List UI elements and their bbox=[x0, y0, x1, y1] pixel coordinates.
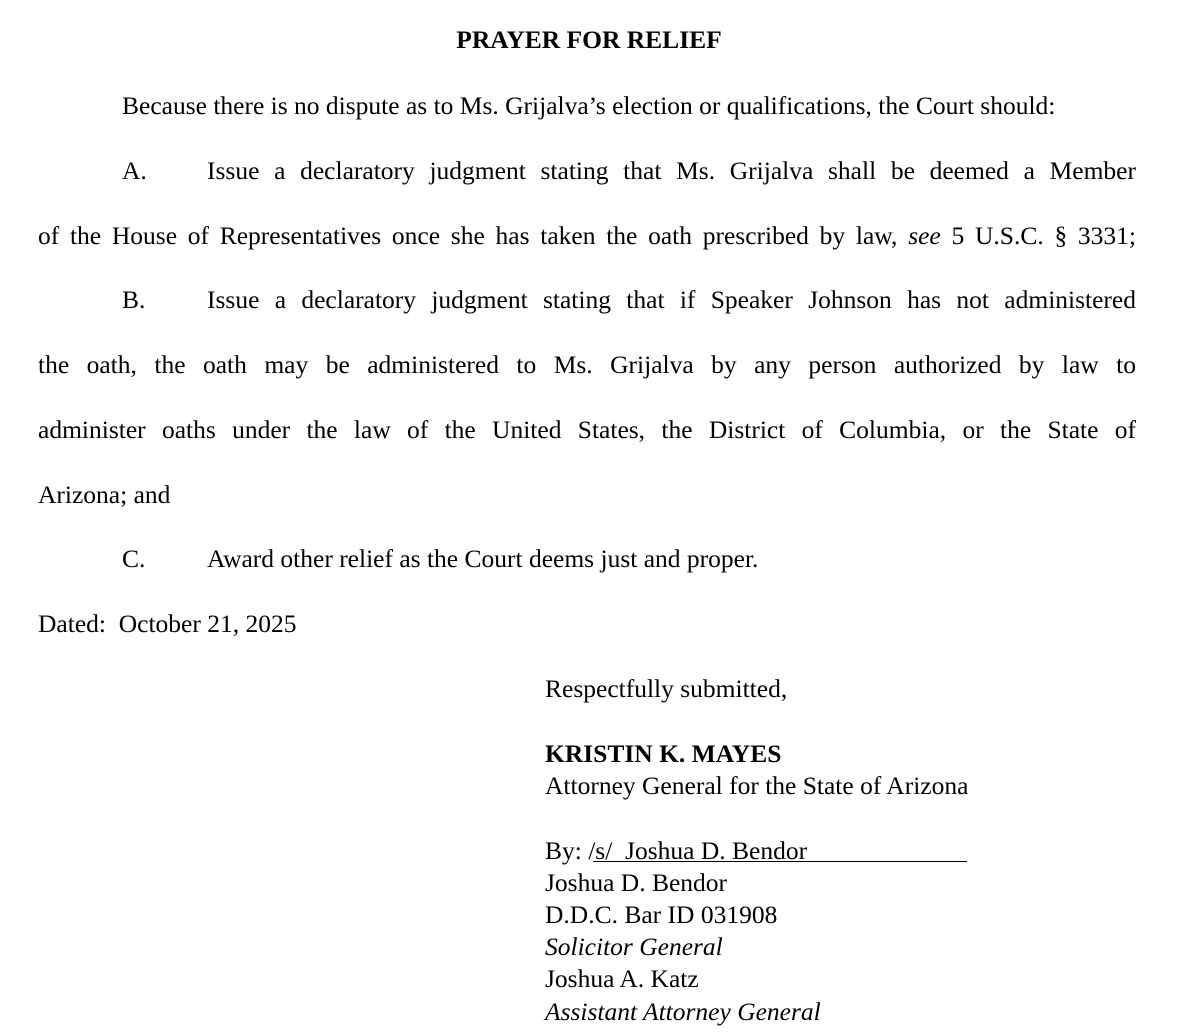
signer-1-name: Joshua D. Bendor bbox=[545, 868, 728, 897]
attorney-general-office: Attorney General for the State of Arizona bbox=[545, 771, 969, 800]
item-b-line-2: the oath, the oath may be administered to Ms. Grijalva by any person authorized by law to bbox=[38, 350, 1136, 379]
electronic-signature: /s/ Joshua D. Bendor bbox=[588, 836, 808, 865]
section-heading: PRAYER FOR RELIEF bbox=[456, 25, 722, 54]
see-signal: see bbox=[908, 221, 941, 250]
signer-1-bar-id: D.D.C. Bar ID 031908 bbox=[545, 900, 778, 929]
item-c-letter: C. bbox=[122, 544, 146, 573]
item-a-line-1: Issue a declaratory judgment stating that Ms. Grijalva shall be deemed a Member bbox=[207, 156, 1136, 185]
signer-1-title: Solicitor General bbox=[545, 932, 723, 961]
dated-line: Dated: October 21, 2025 bbox=[38, 609, 297, 638]
item-b-line-4: Arizona; and bbox=[38, 480, 171, 509]
item-a-line-2: of the House of Representatives once she has taken the oath prescribed by law, see 5 U.S.C. § 3331; bbox=[38, 221, 1137, 250]
item-b-line-1: Issue a declaratory judgment stating that if Speaker Johnson has not administered bbox=[207, 285, 1136, 314]
closing: Respectfully submitted, bbox=[545, 674, 788, 703]
item-b-letter: B. bbox=[122, 285, 146, 314]
item-a-letter: A. bbox=[122, 156, 147, 185]
intro-paragraph: Because there is no dispute as to Ms. Grijalva’s election or qualifications, the Court should: bbox=[122, 91, 1056, 120]
attorney-general-name: KRISTIN K. MAYES bbox=[545, 739, 782, 768]
signature-rule bbox=[593, 861, 967, 862]
signer-2-name: Joshua A. Katz bbox=[545, 964, 699, 993]
item-b-line-3: administer oaths under the law of the United States, the District of Columbia, or the State of bbox=[38, 415, 1136, 444]
signer-2-title: Assistant Attorney General bbox=[545, 997, 821, 1026]
item-c-line-1: Award other relief as the Court deems just and proper. bbox=[207, 544, 759, 573]
by-label: By: bbox=[545, 836, 582, 865]
